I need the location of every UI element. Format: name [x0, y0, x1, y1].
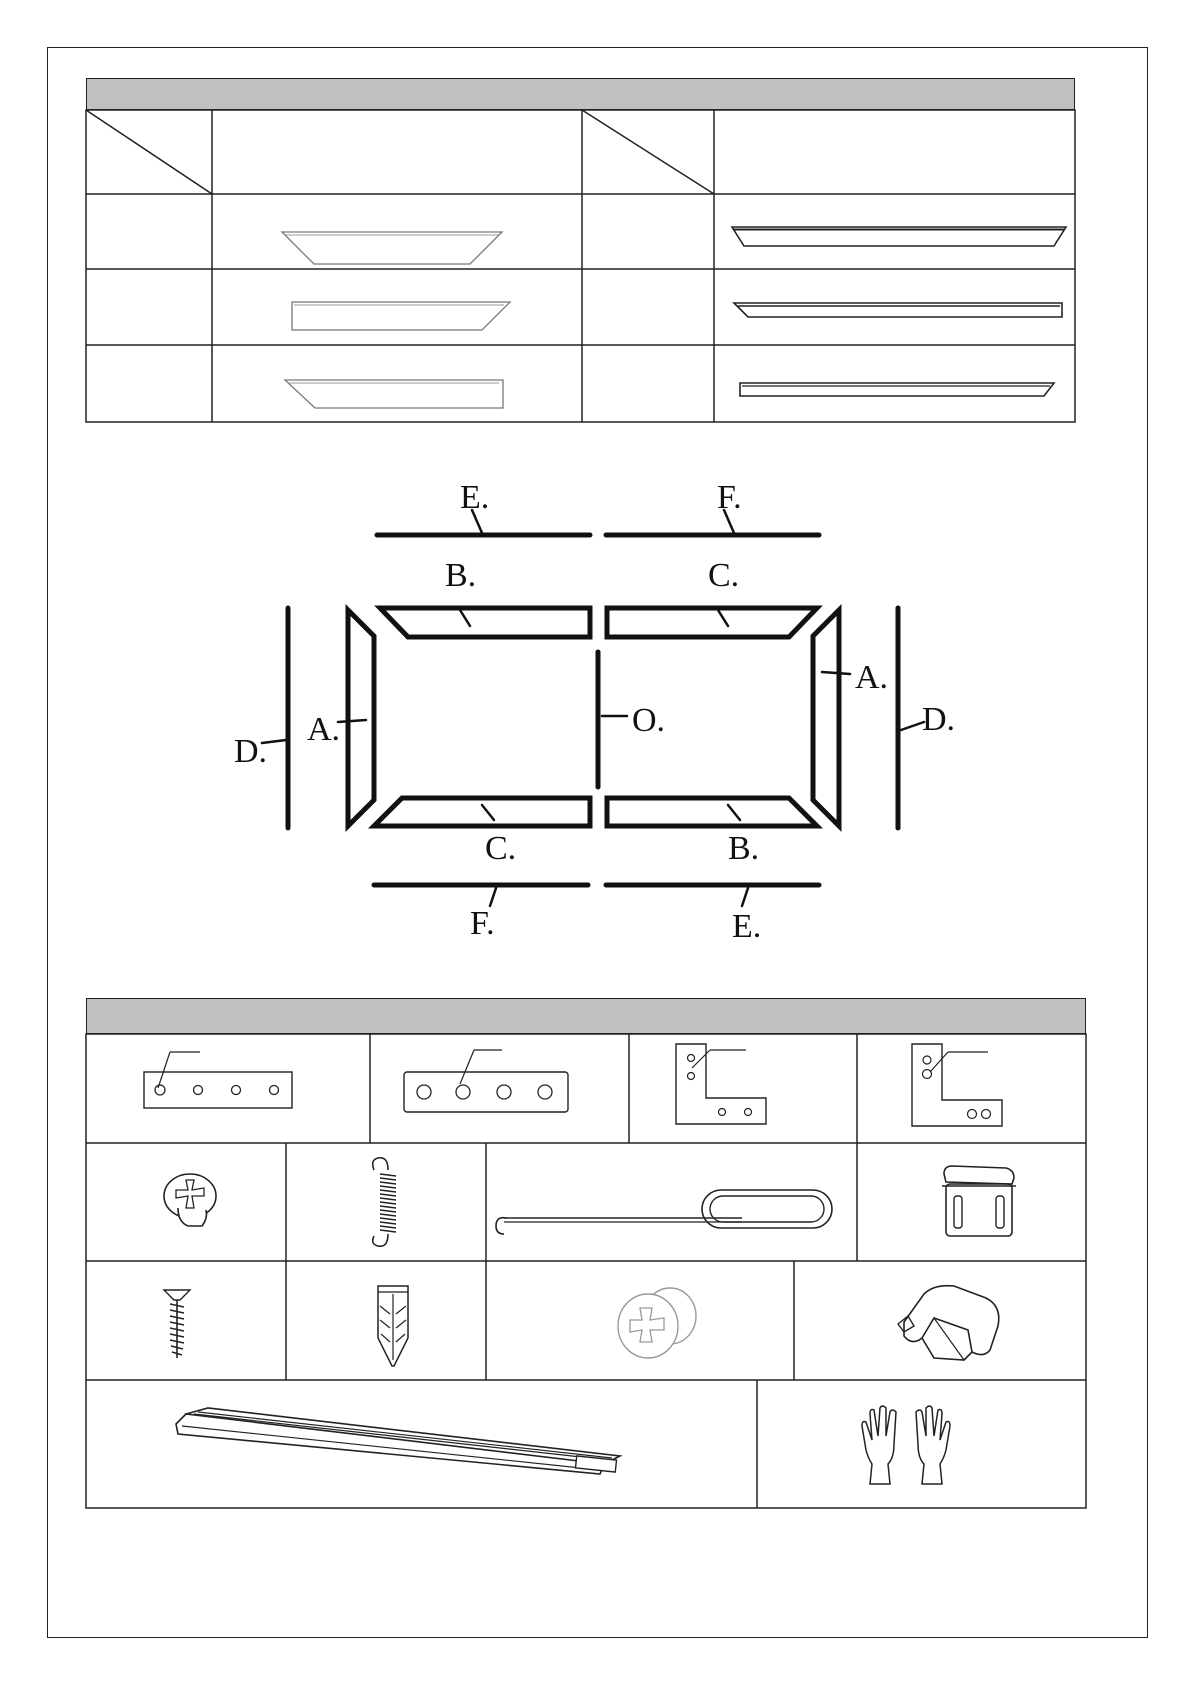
label-a-left: A. — [307, 711, 341, 748]
label-c-top: C. — [708, 557, 740, 594]
label-b-bottom: B. — [728, 830, 760, 867]
wood-screw-icon — [158, 1284, 198, 1364]
label-a-right: A. — [855, 659, 889, 696]
label-c-bottom: C. — [485, 830, 517, 867]
label-f-top: F. — [717, 479, 742, 516]
hanging-wire-hook-icon — [492, 1186, 842, 1242]
l-bracket-3-hole-icon — [672, 1040, 792, 1130]
straight-plate-4-hole-large-icon — [400, 1046, 580, 1122]
label-b-top: B. — [445, 557, 477, 594]
wall-anchor-plug-icon — [368, 1280, 418, 1372]
corner-clamp-icon — [894, 1280, 1014, 1366]
label-o-center: O. — [632, 702, 666, 739]
label-e-bottom: E. — [732, 908, 762, 945]
label-d-right: D. — [922, 701, 956, 738]
wall-clip-bracket-icon — [936, 1162, 1020, 1246]
label-f-bottom: F. — [470, 905, 495, 942]
gloves-icon — [856, 1400, 956, 1490]
spring-hook-icon — [362, 1152, 412, 1252]
cross-head-knob-icon — [612, 1278, 702, 1368]
l-bracket-4-hole-icon — [908, 1040, 1028, 1130]
label-d-left: D. — [234, 733, 268, 770]
long-slotted-track-icon — [168, 1400, 628, 1480]
round-head-screw-icon — [158, 1166, 228, 1236]
label-e-top: E. — [460, 479, 490, 516]
straight-plate-4-hole-small-icon — [140, 1048, 300, 1118]
